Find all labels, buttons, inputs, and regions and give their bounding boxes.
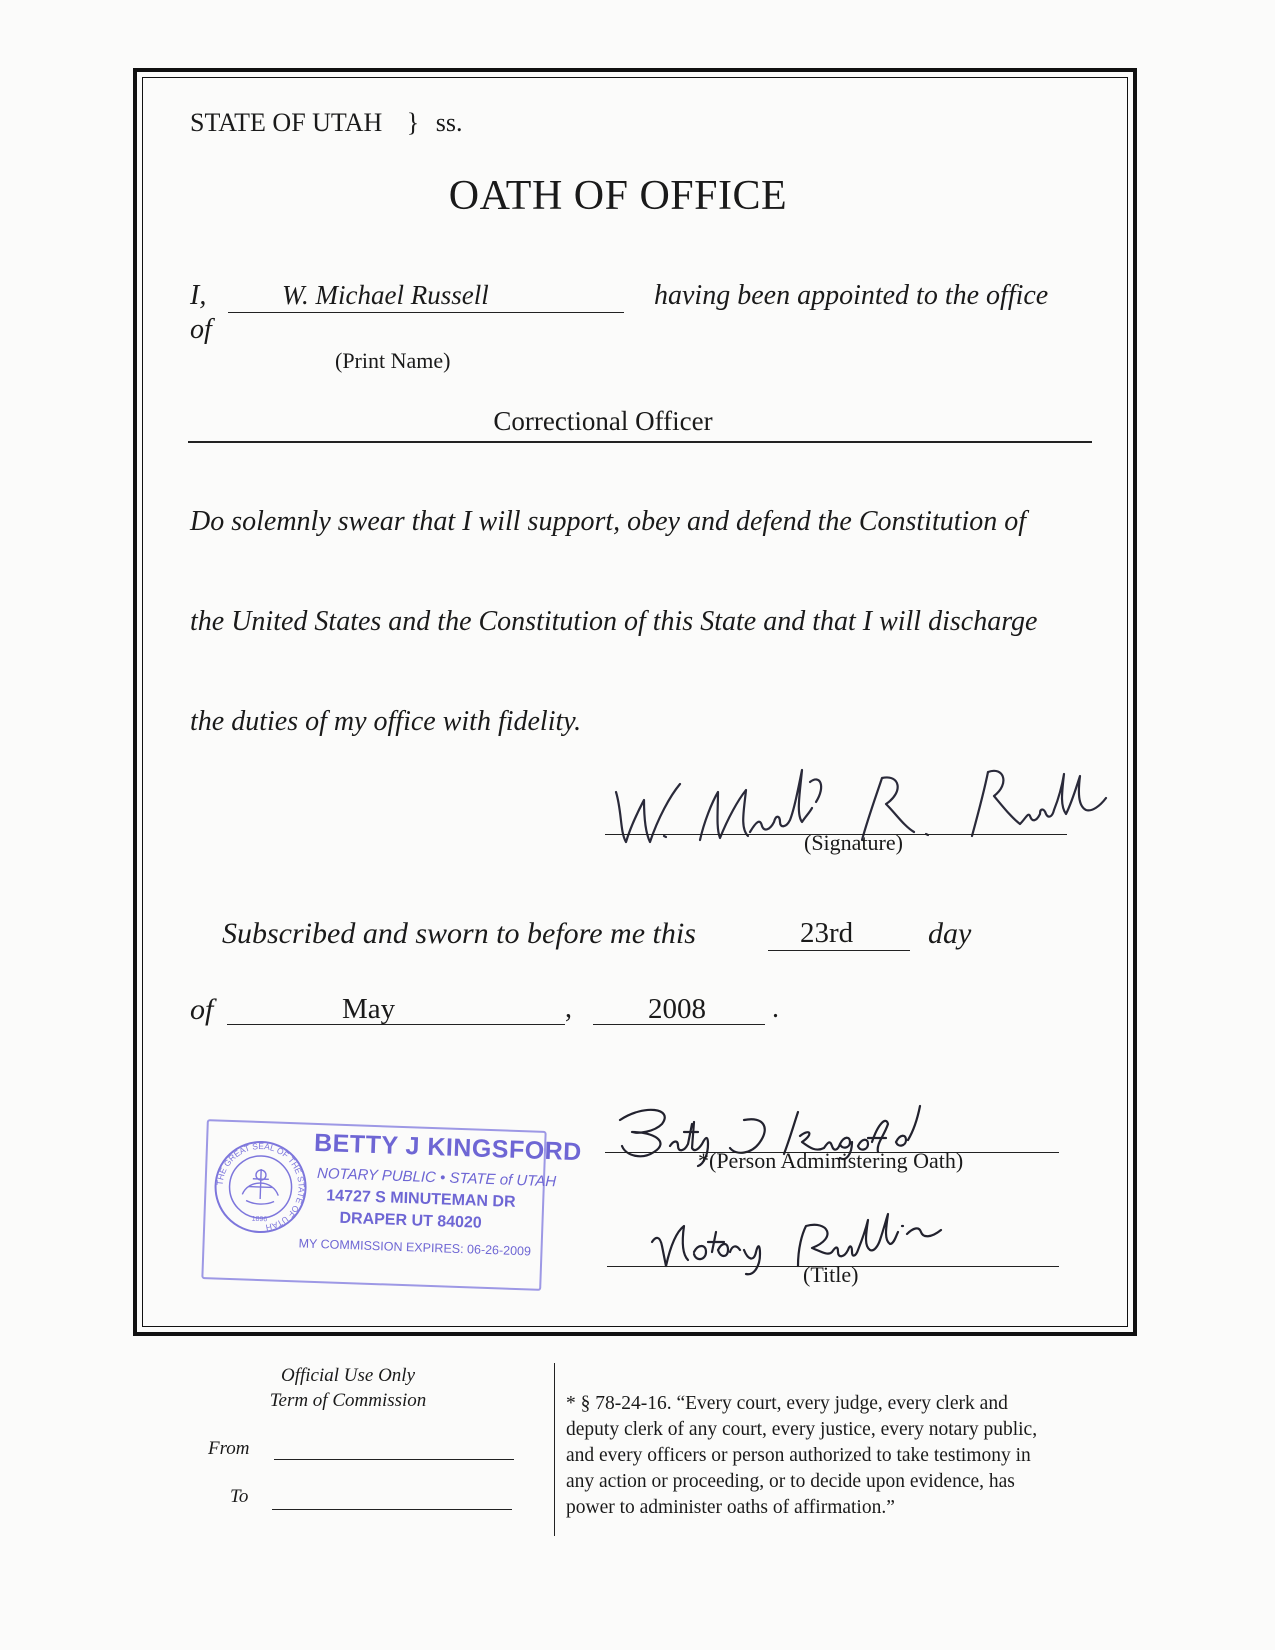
statute-footnote bbox=[566, 1391, 1037, 1521]
official-use-heading: Official Use Only bbox=[280, 1365, 416, 1386]
appointment-prefix: I, bbox=[190, 280, 207, 311]
day-word: day bbox=[928, 917, 972, 950]
title-label: (Title) bbox=[803, 1262, 859, 1287]
month-of: of bbox=[190, 993, 214, 1026]
oath-line-3: the duties of my office with fidelity. bbox=[190, 706, 582, 737]
office-underline bbox=[188, 441, 1092, 443]
administering-label: *(Person Administering Oath) bbox=[698, 1148, 964, 1173]
seal-year: 1896 bbox=[251, 1215, 268, 1224]
from-field[interactable] bbox=[274, 1459, 514, 1460]
stamp-line-1: NOTARY PUBLIC • STATE of UTAH bbox=[316, 1164, 557, 1191]
footnote-line-3: and every officers or person authorized to take testimony in bbox=[566, 1445, 1031, 1466]
month-comma: , bbox=[565, 993, 572, 1024]
day-value: 23rd bbox=[800, 917, 854, 949]
oath-line-2: the United States and the Constitution of this State and that I will discharge bbox=[190, 606, 1038, 637]
year-value: 2008 bbox=[648, 993, 706, 1025]
footnote-line-4: any action or proceeding, or to decide upon evidence, has bbox=[566, 1471, 1015, 1492]
to-label: To bbox=[230, 1486, 249, 1507]
appointment-of: of bbox=[190, 314, 212, 345]
month-value: May bbox=[342, 993, 396, 1025]
footer-divider bbox=[554, 1363, 555, 1536]
day-underline bbox=[768, 950, 910, 951]
oath-line-1: Do solemnly swear that I will support, obey and defend the Constitution of bbox=[190, 506, 1027, 537]
footnote-line-1: * § 78-24-16. “Every court, every judge, every clerk and bbox=[566, 1393, 1008, 1414]
state-ss: ss. bbox=[435, 108, 463, 137]
seal-text: THE GREAT SEAL OF THE STATE OF UTAH bbox=[214, 1140, 307, 1233]
subscribed-text: Subscribed and sworn to before me this bbox=[222, 917, 696, 950]
page-title: OATH OF OFFICE bbox=[448, 173, 788, 219]
stamp-line-2: 14727 S MINUTEMAN DR bbox=[325, 1187, 516, 1211]
name-underline bbox=[228, 312, 624, 313]
appointment-suffix: having been appointed to the office bbox=[654, 280, 1049, 311]
year-period: . bbox=[772, 993, 779, 1024]
signature-label: (Signature) bbox=[804, 830, 903, 855]
stamp-line-4: MY COMMISSION EXPIRES: 06-26-2009 bbox=[298, 1236, 532, 1259]
footnote-line-5: power to administer oaths of affirmation.” bbox=[566, 1497, 895, 1518]
state-name: STATE OF UTAH bbox=[190, 108, 383, 137]
stamp-notary-name: BETTY J KINGSFORD bbox=[313, 1128, 583, 1167]
month-underline bbox=[227, 1024, 565, 1025]
stamp-line-3: DRAPER UT 84020 bbox=[339, 1209, 483, 1232]
state-brace: } bbox=[406, 108, 420, 137]
office-value: Correctional Officer bbox=[493, 406, 713, 436]
to-field[interactable] bbox=[272, 1509, 512, 1510]
term-of-commission-heading: Term of Commission bbox=[269, 1390, 427, 1411]
print-name-label: (Print Name) bbox=[335, 348, 451, 373]
notary-stamp bbox=[201, 1119, 583, 1291]
utah-seal-icon bbox=[211, 1137, 310, 1236]
from-label: From bbox=[208, 1438, 250, 1459]
state-header bbox=[190, 108, 463, 138]
footnote-line-2: deputy clerk of any court, every justice, every notary public, bbox=[566, 1419, 1038, 1440]
print-name-value: W. Michael Russell bbox=[282, 280, 489, 310]
